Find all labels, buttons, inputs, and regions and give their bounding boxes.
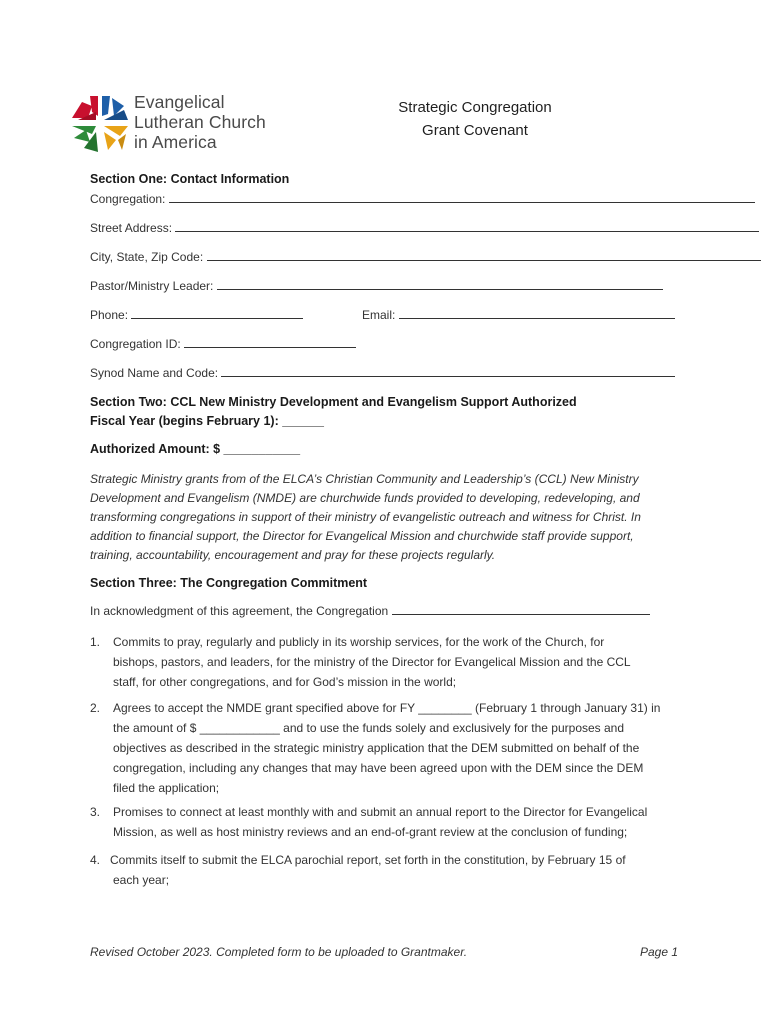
list-item-line: congregation, including any changes that may have been agreed upon with the DEM since the DEM xyxy=(113,761,644,775)
congregation-field[interactable] xyxy=(90,192,755,206)
congregation-name-line[interactable] xyxy=(392,604,650,615)
paragraph-line: Development and Evangelism (NMDE) are churchwide funds provided to developing, redeveloping, and xyxy=(90,491,640,505)
pastor-line[interactable] xyxy=(217,279,663,290)
list-item-number: 1. xyxy=(90,635,101,649)
street-address-field[interactable] xyxy=(90,221,759,235)
section-one-heading: Section One: Contact Information xyxy=(90,172,290,186)
list-item xyxy=(90,698,690,800)
paragraph-line: Strategic Ministry grants from of the ELCA’s Christian Community and Leadership’s (CCL) New Ministry xyxy=(90,472,639,486)
congregation-id-line[interactable] xyxy=(184,337,356,348)
list-item-number: 4. xyxy=(90,853,101,867)
elca-logo xyxy=(68,92,278,156)
congregation-id-label: Congregation ID: xyxy=(90,337,181,351)
list-item-line: Mission, as well as host ministry reviews and an end-of-grant review at the conclusion of funding; xyxy=(113,825,628,839)
pastor-field[interactable] xyxy=(90,279,663,293)
document-title xyxy=(330,96,620,142)
list-item-text xyxy=(113,802,647,842)
congregation-line[interactable] xyxy=(169,192,755,203)
street-address-line[interactable] xyxy=(175,221,759,232)
congregation-commitment-intro[interactable] xyxy=(90,604,650,618)
email-label: Email: xyxy=(362,308,396,322)
list-item-text xyxy=(113,632,631,692)
list-item-text xyxy=(110,850,626,890)
footer-revision-note: Revised October 2023. Completed form to be uploaded to Grantmaker. xyxy=(90,945,468,959)
email-line[interactable] xyxy=(399,308,675,319)
list-item-line: the amount of $ ____________ and to use the funds solely and exclusively for the purposes and xyxy=(113,721,625,735)
page-number: Page 1 xyxy=(640,945,679,959)
phone-field[interactable] xyxy=(90,308,303,322)
list-item-line: Commits to pray, regularly and publicly in its worship services, for the work of the Church, for xyxy=(113,635,605,649)
logo-line-3: in America xyxy=(134,132,217,152)
list-item xyxy=(90,632,690,694)
list-item-line: objectives as described in the strategic ministry application that the DEM submitted on behalf of the xyxy=(113,741,640,755)
pastor-label: Pastor/Ministry Leader: xyxy=(90,279,214,293)
paragraph-line: training, accountability, encouragement and pray for these projects regularly. xyxy=(90,548,496,562)
logo-line-1: Evangelical xyxy=(134,92,225,112)
list-item-line: Commits itself to submit the ELCA parochial report, set forth in the constitution, by February 15 of xyxy=(110,853,626,867)
email-field[interactable] xyxy=(362,308,675,322)
phone-line[interactable] xyxy=(131,308,303,319)
street-address-label: Street Address: xyxy=(90,221,173,235)
fiscal-year-line: Fiscal Year (begins February 1): ______ xyxy=(90,414,324,428)
list-item-line: staff, for other congregations, and for God’s mission in the world; xyxy=(113,675,457,689)
city-state-zip-field[interactable] xyxy=(90,250,761,264)
authorized-amount-line: Authorized Amount: $ ___________ xyxy=(90,442,301,456)
synod-label: Synod Name and Code: xyxy=(90,366,219,380)
list-item-text xyxy=(113,698,660,798)
congregation-id-field[interactable] xyxy=(90,337,356,351)
logo-wordmark xyxy=(134,92,266,152)
paragraph-line: transforming congregations in support of their ministry of evangelistic outreach and witness for Christ. In xyxy=(90,510,641,524)
list-item-line: each year; xyxy=(113,873,170,887)
grant-description-paragraph xyxy=(90,470,690,565)
city-state-zip-label: City, State, Zip Code: xyxy=(90,250,204,264)
section-two-heading: Section Two: CCL New Ministry Development and Evangelism Support Authorized xyxy=(90,395,577,409)
synod-line[interactable] xyxy=(221,366,675,377)
congregation-label: Congregation: xyxy=(90,192,166,206)
list-item xyxy=(90,850,690,892)
title-line-2: Grant Covenant xyxy=(422,122,528,139)
paragraph-line: addition to financial support, the Director for Evangelical Mission and churchwide staff provide support, xyxy=(90,529,634,543)
section-three-heading: Section Three: The Congregation Commitment xyxy=(90,576,368,590)
logo-line-2: Lutheran Church xyxy=(134,112,266,132)
list-item xyxy=(90,802,690,844)
phone-label: Phone: xyxy=(90,308,129,322)
list-item-line: bishops, pastors, and leaders, for the ministry of the Director for Evangelical Mission and the CCL xyxy=(113,655,631,669)
city-state-zip-line[interactable] xyxy=(207,250,761,261)
list-item-line: Agrees to accept the NMDE grant specified above for FY ________ (February 1 through January 31) in xyxy=(113,701,661,715)
intro-text: In acknowledgment of this agreement, the Congregation xyxy=(90,604,389,618)
list-item-line: Promises to connect at least monthly with and submit an annual report to the Director for Evangelical xyxy=(113,805,648,819)
list-item-number: 2. xyxy=(90,701,101,715)
title-line-1: Strategic Congregation xyxy=(398,99,552,116)
cross-logo-icon xyxy=(68,92,132,156)
synod-field[interactable] xyxy=(90,366,675,380)
list-item-number: 3. xyxy=(90,805,101,819)
list-item-line: filed the application; xyxy=(113,781,220,795)
